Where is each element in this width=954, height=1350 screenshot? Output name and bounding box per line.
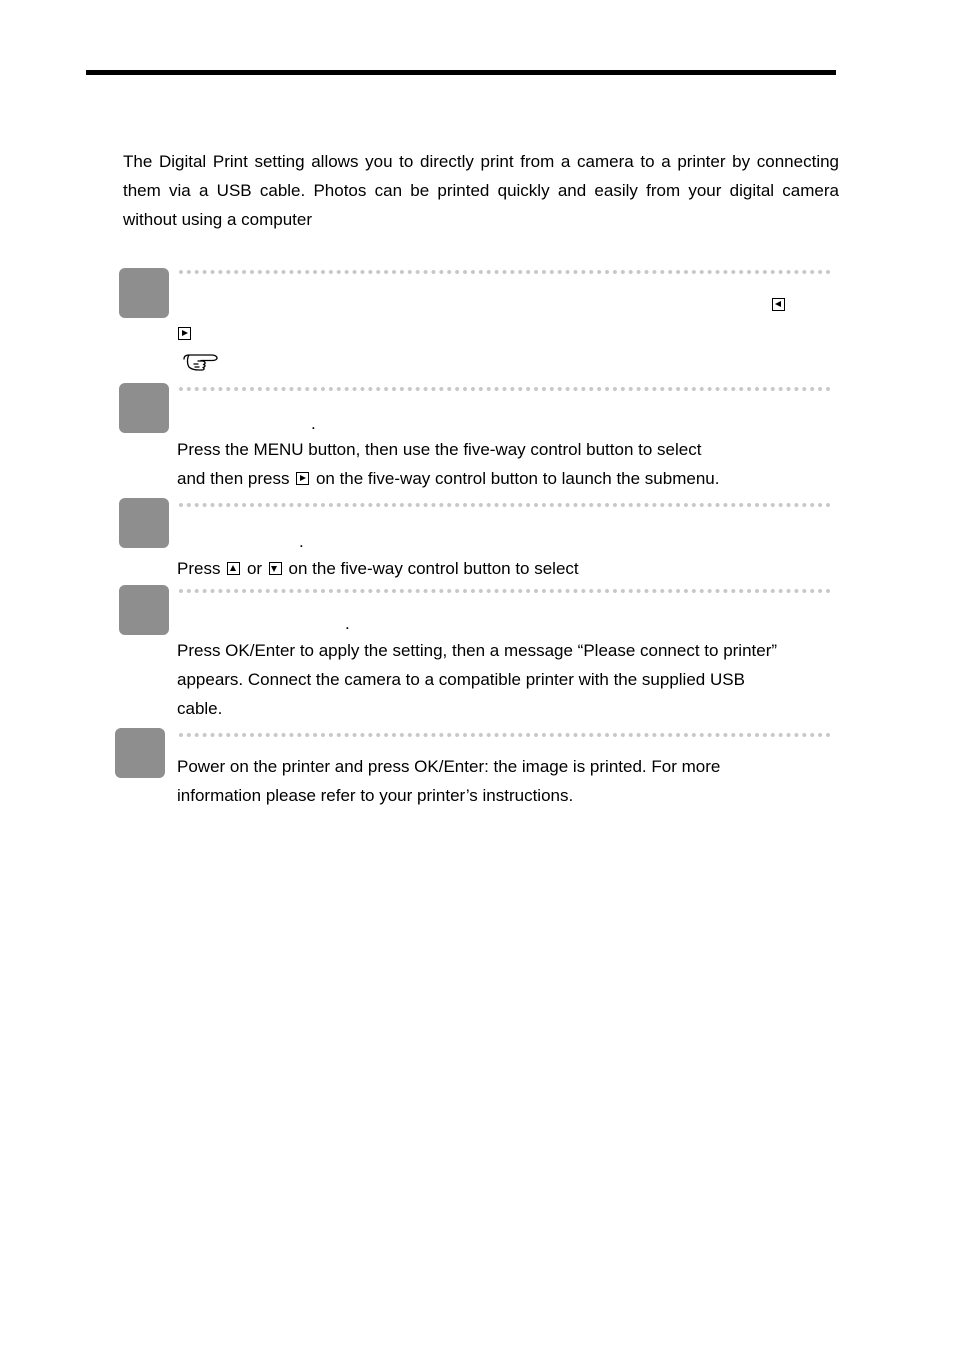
left-arrow-icon xyxy=(772,298,785,311)
step-5-divider xyxy=(177,732,833,738)
step-4-line-2: appears. Connect the camera to a compatible printer with the supplied USB xyxy=(177,670,745,689)
step-3-period: . xyxy=(299,532,304,551)
right-arrow-icon xyxy=(296,472,309,485)
step-3-line-1 xyxy=(177,557,579,581)
step-1-divider xyxy=(177,269,833,275)
step-4-badge xyxy=(119,585,169,635)
top-rule xyxy=(86,70,836,75)
step-2-line-2 xyxy=(177,467,719,491)
down-arrow-icon xyxy=(269,562,282,575)
step-3-line-1-end: on the five-way control button to select xyxy=(288,559,579,578)
step-3-word-press: Press xyxy=(177,559,221,578)
step-2-line-2-start: and then press xyxy=(177,469,290,488)
step-5-line-1: Power on the printer and press OK/Enter: the image is printed. For more xyxy=(177,757,721,776)
step-4-line-1: Press OK/Enter to apply the setting, then a message “Please connect to printer” xyxy=(177,641,778,660)
step-5-line-2: information please refer to your printer’s instructions. xyxy=(177,786,574,805)
step-3-word-or: or xyxy=(246,559,263,578)
step-2-period: . xyxy=(311,414,316,433)
step-4-divider xyxy=(177,588,833,594)
intro-paragraph: The Digital Print setting allows you to directly print from a camera to a printer by connecting them via a USB cable. Photos can be printed quickly and easily from your digital camera without using a computer xyxy=(123,152,839,229)
step-4-line-3: cable. xyxy=(177,699,223,718)
right-arrow-icon xyxy=(178,327,191,340)
step-3-divider xyxy=(177,502,833,508)
step-2-badge xyxy=(119,383,169,433)
step-3-badge xyxy=(119,498,169,548)
step-2-line-1: Press the MENU button, then use the five-way control button to select xyxy=(177,440,702,459)
step-2-line-2-end: on the five-way control button to launch the submenu. xyxy=(315,469,720,488)
step-2-divider xyxy=(177,386,833,392)
step-1-badge xyxy=(119,268,169,318)
step-5-badge xyxy=(115,728,165,778)
pointing-hand-icon xyxy=(182,350,220,372)
step-4-period: . xyxy=(345,614,350,633)
up-arrow-icon xyxy=(227,562,240,575)
